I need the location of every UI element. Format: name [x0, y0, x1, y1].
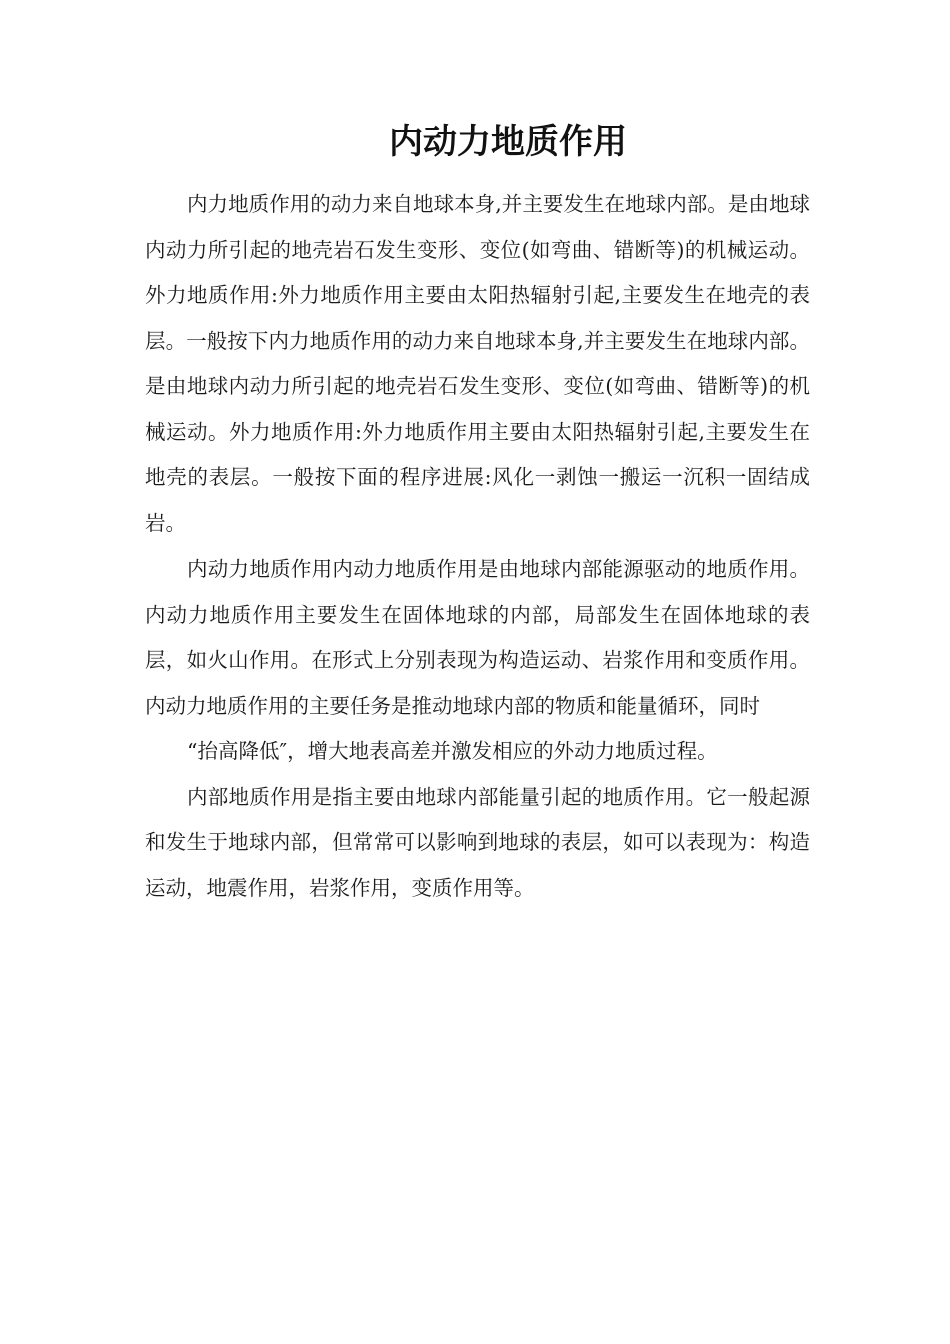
- paragraph-3: “抬高降低″，增大地表高差并激发相应的外动力地质过程。: [187, 739, 718, 763]
- paragraph-2: 内动力地质作用内动力地质作用是由地球内部能源驱动的地质作用。内动力地质作用主要发生在固体地球的内部，局部发生在固体地球的表层，如火山作用。在形式上分别表现为构造运动、岩浆作用和变质作用。内动力地质作用的主要任务是推动地球内部的物质和能量循环，同时: [145, 557, 810, 718]
- document-body: [145, 182, 810, 911]
- document-title: 内动力地质作用: [389, 122, 627, 162]
- paragraph-1: 内力地质作用的动力来自地球本身,并主要发生在地球内部。是由地球内动力所引起的地壳岩石发生变形、变位(如弯曲、错断等)的机械运动。外力地质作用:外力地质作用主要由太阳热辐射引起,主要发生在地壳的表层。一般按下内力地质作用的动力来自地球本身,并主要发生在地球内部。是由地球内动力所引起的地壳岩石发生变形、变位(如弯曲、错断等)的机械运动。外力地质作用:外力地质作用主要由太阳热辐射引起,主要发生在地壳的表层。一般按下面的程序进展:风化一剥蚀一搬运一沉积一固结成岩。: [145, 192, 810, 535]
- paragraph-4: 内部地质作用是指主要由地球内部能量引起的地质作用。它一般起源和发生于地球内部，但常常可以影响到地球的表层，如可以表现为：构造运动，地震作用，岩浆作用，变质作用等。: [145, 784, 810, 900]
